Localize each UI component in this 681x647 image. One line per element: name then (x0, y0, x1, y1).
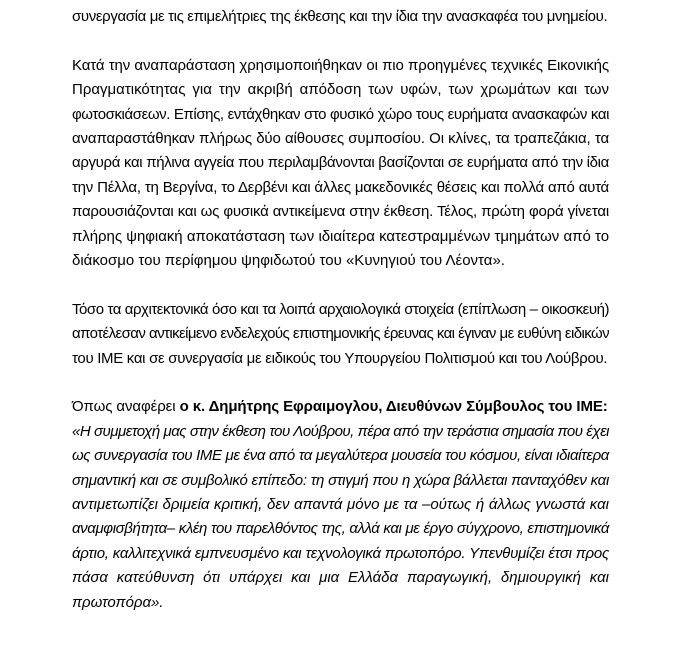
text-line: φωτοσκιάσεων. Επίσης, εντάχθηκαν στο φυσικό χώρο τους ευρήματα ανασκαφών και (72, 105, 609, 123)
text-line: διάκοσμο του περίφημου ψηφιδωτού του «Κυνηγιού του Λέοντα». (72, 252, 505, 270)
quote-line: ως συνεργασία του ΙΜΕ με ένα από τα μεγαλύτερα μουσεία του κόσμου, είναι ιδιαίτερα (72, 447, 609, 465)
quote-line: πρωτοπόρα». (72, 593, 164, 611)
quote-attribution-line (72, 395, 609, 419)
paragraph-virtual-reality (72, 54, 609, 274)
paragraph-spacer (72, 371, 609, 395)
quote-line: «Η συμμετοχή μας στην έκθεση του Λούβρου, πέρα από την τεράστια σημασία που έχει (72, 422, 609, 440)
document-page (72, 0, 609, 615)
text-line: του ΙΜΕ και σε συνεργασία με ειδικούς του Υπουργείου Πολιτισμού και του Λούβρου. (72, 349, 608, 367)
quote-line: αντιμετωπίζει δριμεία κριτική, δεν απαντά μόνο με τα –ούτως ή άλλως γνωστά και (72, 496, 609, 514)
paragraph-continuation (72, 5, 609, 29)
text-line: αργυρά και πήλινα αγγεία που περιλαμβάνονται βασίζονται σε ευρήματα από την ίδια (72, 154, 609, 172)
text-line: την Πέλλα, τη Βεργίνα, το Δερβένι και άλλες μακεδονικές θέσεις και πολλά από αυτά (72, 178, 609, 196)
paragraph-research (72, 298, 609, 371)
quote-line: πάσα κατεύθυνση ότι υπάρχει και μια Ελλάδα παραγωγική, δημιουργική και (72, 569, 609, 587)
quote-line: σημαντική και σε συμβολικό επίπεδο: τη στιγμή που η χώρα βάλλεται πανταχόθεν και (72, 471, 609, 489)
text-line: Πραγματικότητας για την ακριβή απόδοση των υφών, των χρωμάτων και των (72, 81, 609, 99)
paragraph-spacer (72, 273, 609, 297)
text-line: Τόσο τα αρχιτεκτονικά όσο και τα λοιπά αρχαιολογικά στοιχεία (επίπλωση – οικοσκευή) (72, 300, 609, 318)
text-line: Κατά την αναπαράσταση χρησιμοποιήθηκαν οι πιο προηγμένες τεχνικές Εικονικής (72, 56, 609, 74)
quote-line: αναμφισβήτητα– κλέη του παρελθόντος της, αλλά και με έργο σύγχρονο, επιστημονικά (72, 520, 609, 538)
text-line: αποτέλεσαν αντικείμενο ενδελεχούς επιστημονικής έρευνας και έγιναν με ευθύνη ειδικών (72, 325, 609, 343)
quote-intro: Όπως αναφέρει (72, 398, 180, 416)
text-line: πλήρης ψηφιακή αποκατάσταση των ιδιαίτερα κατεστραμμένων τμημάτων από το (72, 227, 609, 245)
paragraph-spacer (72, 29, 609, 53)
quote-speaker: ο κ. Δημήτρης Εφραιμογλου, Διευθύνων Σύμβουλος του ΙΜΕ: (179, 398, 608, 416)
paragraph-quote (72, 395, 609, 615)
text-line: παρουσιάζονται και ως φυσικά αντικείμενα στην έκθεση. Τέλος, πρώτη φορά γίνεται (72, 203, 609, 221)
text-line: συνεργασία με τις επιμελήτριες της έκθεσης και την ίδια την ανασκαφέα του μνημείου. (72, 8, 608, 25)
text-line: αναπαραστάθηκαν πλήρως δύο αίθουσες συμποσίου. Οι κλίνες, τα τραπεζάκια, τα (72, 130, 609, 148)
quote-line: άρτιο, καλλιτεχνικά εμπνευσμένο και τεχνολογικά πρωτοπόρο. Υπενθυμίζει έτσι προς (72, 544, 609, 562)
